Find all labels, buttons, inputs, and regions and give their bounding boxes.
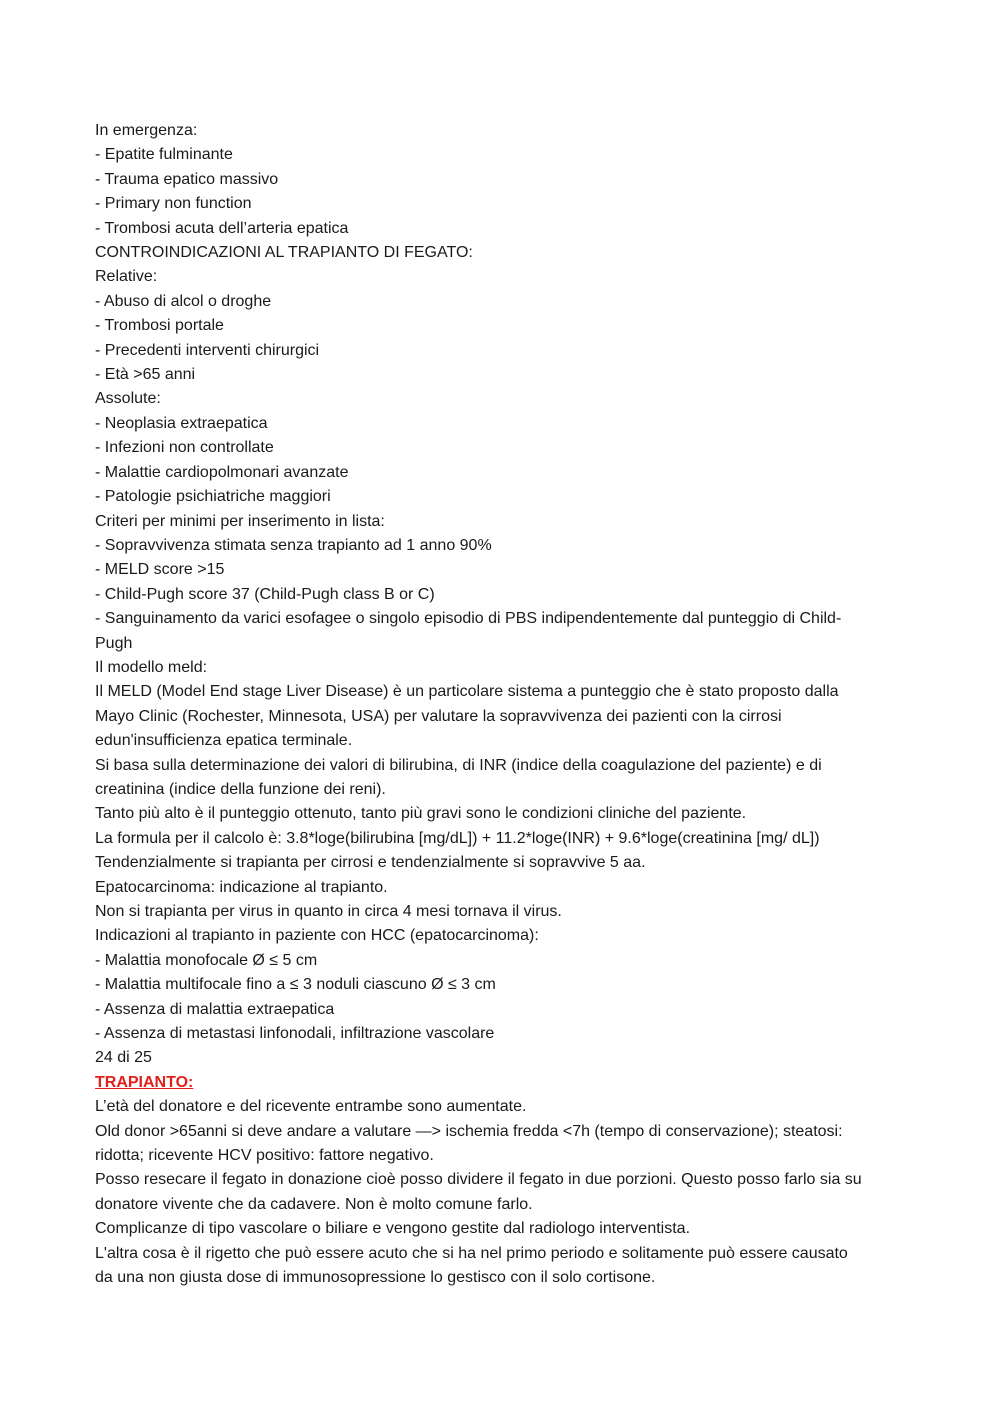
subsection-label: Assolute: bbox=[95, 390, 161, 408]
paragraph: Epatocarcinoma: indicazione al trapianto. bbox=[95, 878, 388, 896]
list-item: - Malattie cardiopolmonari avanzate bbox=[95, 463, 349, 481]
paragraph: Non si trapianta per virus in quanto in circa 4 mesi tornava il virus. bbox=[95, 903, 562, 920]
list-item: - Assenza di metastasi linfonodali, infiltrazione vascolare bbox=[95, 1025, 495, 1043]
paragraph: Tendenzialmente si trapianta per cirrosi e tendenzialmente si sopravvive 5 aa. bbox=[95, 854, 646, 872]
page-number: 24 di 25 bbox=[95, 1049, 152, 1067]
subsection-label: Il modello meld: bbox=[95, 658, 208, 676]
list-item: - Sopravvivenza stimata senza trapianto ad 1 anno 90% bbox=[95, 536, 492, 554]
paragraph: Old donor >65anni si deve andare a valutare —> ischemia fredda <7h (tempo di conservazione); steatosi: ridotta; ricevente HCV positivo: fattore negativo. bbox=[95, 1122, 843, 1165]
section-heading: TRAPIANTO: bbox=[95, 1073, 194, 1091]
paragraph: L’età del donatore e del ricevente entrambe sono aumentate. bbox=[95, 1098, 527, 1116]
list-item: - MELD score >15 bbox=[95, 561, 225, 579]
paragraph: Il MELD (Model End stage Liver Disease) è un particolare sistema a punteggio che è stato proposto dalla Mayo Clinic (Rochester, Minnesota, USA) per valutare la sopravvivenza dei pazienti con la cirrosi edun'insufficienza epatica terminale. bbox=[95, 683, 839, 750]
subsection-label: Indicazioni al trapianto in paziente con HCC (epatocarcinoma): bbox=[95, 927, 539, 945]
subsection-label: Relative: bbox=[95, 268, 158, 286]
list-item: - Assenza di malattia extraepatica bbox=[95, 1000, 335, 1018]
list-item: - Età >65 anni bbox=[95, 366, 196, 384]
list-item: - Epatite fulminante bbox=[95, 146, 233, 164]
section-title: CONTROINDICAZIONI AL TRAPIANTO DI FEGATO: bbox=[95, 244, 473, 262]
paragraph: Tanto più alto è il punteggio ottenuto, tanto più gravi sono le condizioni cliniche del paziente. bbox=[95, 805, 747, 823]
paragraph: L'altra cosa è il rigetto che può essere acuto che si ha nel primo periodo e solitamente può essere causato da una non giusta dose di immunosopressione lo gestisco con il solo cortisone. bbox=[95, 1244, 848, 1287]
formula-paragraph: La formula per il calcolo è: 3.8*loge(bilirubina [mg/dL]) + 11.2*loge(INR) + 9.6*loge(creatinina [mg/ dL]) bbox=[95, 829, 820, 847]
list-item: - Neoplasia extraepatica bbox=[95, 414, 268, 432]
text-line: In emergenza: bbox=[95, 122, 198, 139]
document-page bbox=[95, 119, 870, 1291]
list-item: - Malattia multifocale fino a ≤ 3 noduli ciascuno Ø ≤ 3 cm bbox=[95, 976, 496, 994]
list-item: - Sanguinamento da varici esofagee o singolo episodio di PBS indipendentemente dal punteggio di Child-Pugh bbox=[95, 610, 842, 652]
list-item: - Malattia monofocale Ø ≤ 5 cm bbox=[95, 951, 318, 969]
list-item: - Trauma epatico massivo bbox=[95, 170, 279, 188]
list-item: - Abuso di alcol o droghe bbox=[95, 292, 272, 310]
list-item: - Trombosi acuta dell’arteria epatica bbox=[95, 219, 349, 237]
paragraph: Posso resecare il fegato in donazione cioè posso dividere il fegato in due porzioni. Questo posso farlo sia su donatore vivente che da cadavere. Non è molto comune farlo. bbox=[95, 1171, 862, 1213]
subsection-label: Criteri per minimi per inserimento in lista: bbox=[95, 512, 385, 530]
paragraph: Complicanze di tipo vascolare o biliare e vengono gestite dal radiologo interventista. bbox=[95, 1220, 691, 1238]
paragraph: Si basa sulla determinazione dei valori di bilirubina, di INR (indice della coagulazione del paziente) e di creatinina (indice della funzione dei reni). bbox=[95, 756, 822, 798]
list-item: - Patologie psichiatriche maggiori bbox=[95, 488, 331, 506]
list-item: - Infezioni non controllate bbox=[95, 439, 274, 457]
list-item: - Primary non function bbox=[95, 195, 252, 213]
list-item: - Trombosi portale bbox=[95, 317, 224, 335]
list-item: - Precedenti interventi chirurgici bbox=[95, 341, 320, 359]
list-item: - Child-Pugh score 37 (Child-Pugh class B or C) bbox=[95, 585, 435, 603]
